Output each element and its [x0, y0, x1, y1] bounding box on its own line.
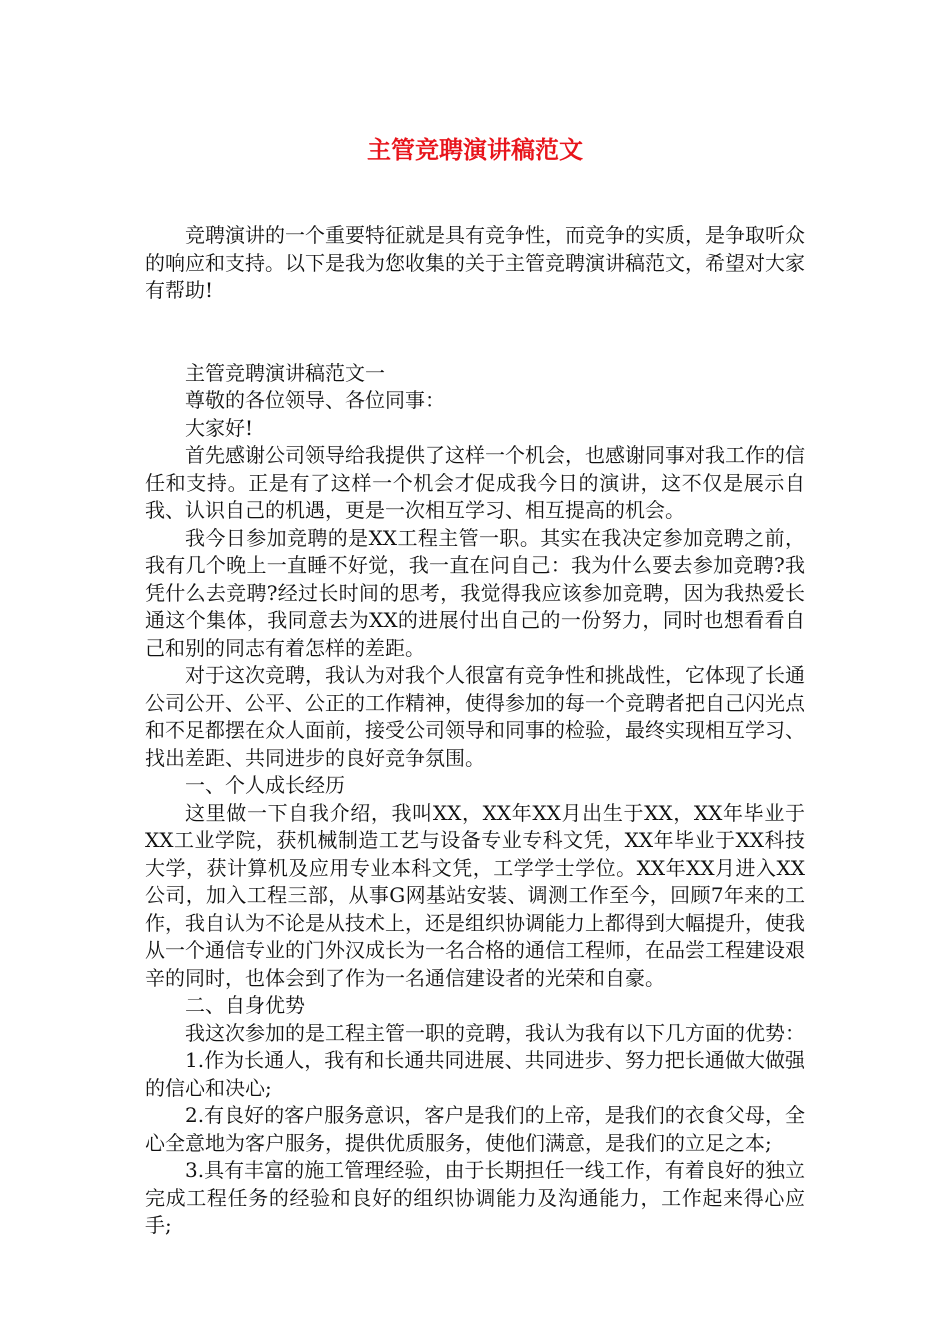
document-body [145, 222, 805, 1240]
document-title: 主管竞聘演讲稿范文 [367, 136, 583, 164]
section-heading: 主管竞聘演讲稿范文一 [185, 360, 385, 385]
list-item: 2.有良好的客户服务意识，客户是我们的上帝，是我们的衣食父母，全心全意地为客户服务，提供优质服务，使他们满意，是我们的立足之本; [145, 1103, 805, 1155]
body-paragraph: 我这次参加的是工程主管一职的竞聘，我认为我有以下几方面的优势： [185, 1020, 805, 1045]
intro-paragraph: 竞聘演讲的一个重要特征就是具有竞争性，而竞争的实质，是争取听众的响应和支持。以下是我为您收集的关于主管竞聘演讲稿范文，希望对大家有帮助! [145, 223, 805, 302]
body-paragraph: 我今日参加竞聘的是XX工程主管一职。其实在我决定参加竞聘之前，我有几个晚上一直睡不好觉，我一直在问自己：我为什么要去参加竞聘?我凭什么去竞聘?经过长时间的思考，我觉得我应该参加竞聘，因为我热爱长通这个集体，我同意去为XX的进展付出自己的一份努力，同时也想看看自己和别的同志有着怎样的差距。 [145, 525, 805, 660]
body-paragraph: 对于这次竞聘，我认为对我个人很富有竞争性和挑战性，它体现了长通公司公开、公平、公正的工作精神，使得参加的每一个竞聘者把自己闪光点和不足都摆在众人面前，接受公司领导和同事的检验，最终实现相互学习、找出差距、共同进步的良好竞争氛围。 [145, 663, 805, 770]
paragraph-spacer [145, 332, 805, 360]
body-paragraph: 首先感谢公司领导给我提供了这样一个机会，也感谢同事对我工作的信任和支持。正是有了这样一个机会才促成我今日的演讲，这不仅是展示自我、认识自己的机遇，更是一次相互学习、相互提高的机会。 [145, 443, 805, 522]
greeting: 大家好! [185, 415, 254, 440]
salutation: 尊敬的各位领导、各位同事： [185, 388, 445, 412]
body-paragraph: 这里做一下自我介绍，我叫XX，XX年XX月出生于XX，XX年毕业于XX工业学院，获机械制造工艺与设备专业专科文凭，XX年毕业于XX科技大学，获计算机及应用专业本科文凭，工学学士学位。XX年XX月进入XX公司，加入工程三部，从事G网基站安装、调测工作至今，回顾7年来的工作，我自认为不论是从技术上，还是组织协调能力上都得到大幅提升，使我从一个通信专业的门外汉成长为一名合格的通信工程师，在品尝工程建设艰辛的同时，也体会到了作为一名通信建设者的光荣和自豪。 [145, 800, 805, 990]
section-heading: 二、自身优势 [185, 993, 305, 1017]
list-item: 1.作为长通人，我有和长通共同进展、共同进步、努力把长通做大做强的信心和决心; [145, 1048, 805, 1100]
section-heading: 一、个人成长经历 [185, 773, 345, 797]
list-item: 3.具有丰富的施工管理经验，由于长期担任一线工作，有着良好的独立完成工程任务的经验和良好的组织协调能力及沟通能力，工作起来得心应手; [145, 1158, 805, 1237]
paragraph-spacer [145, 305, 805, 333]
